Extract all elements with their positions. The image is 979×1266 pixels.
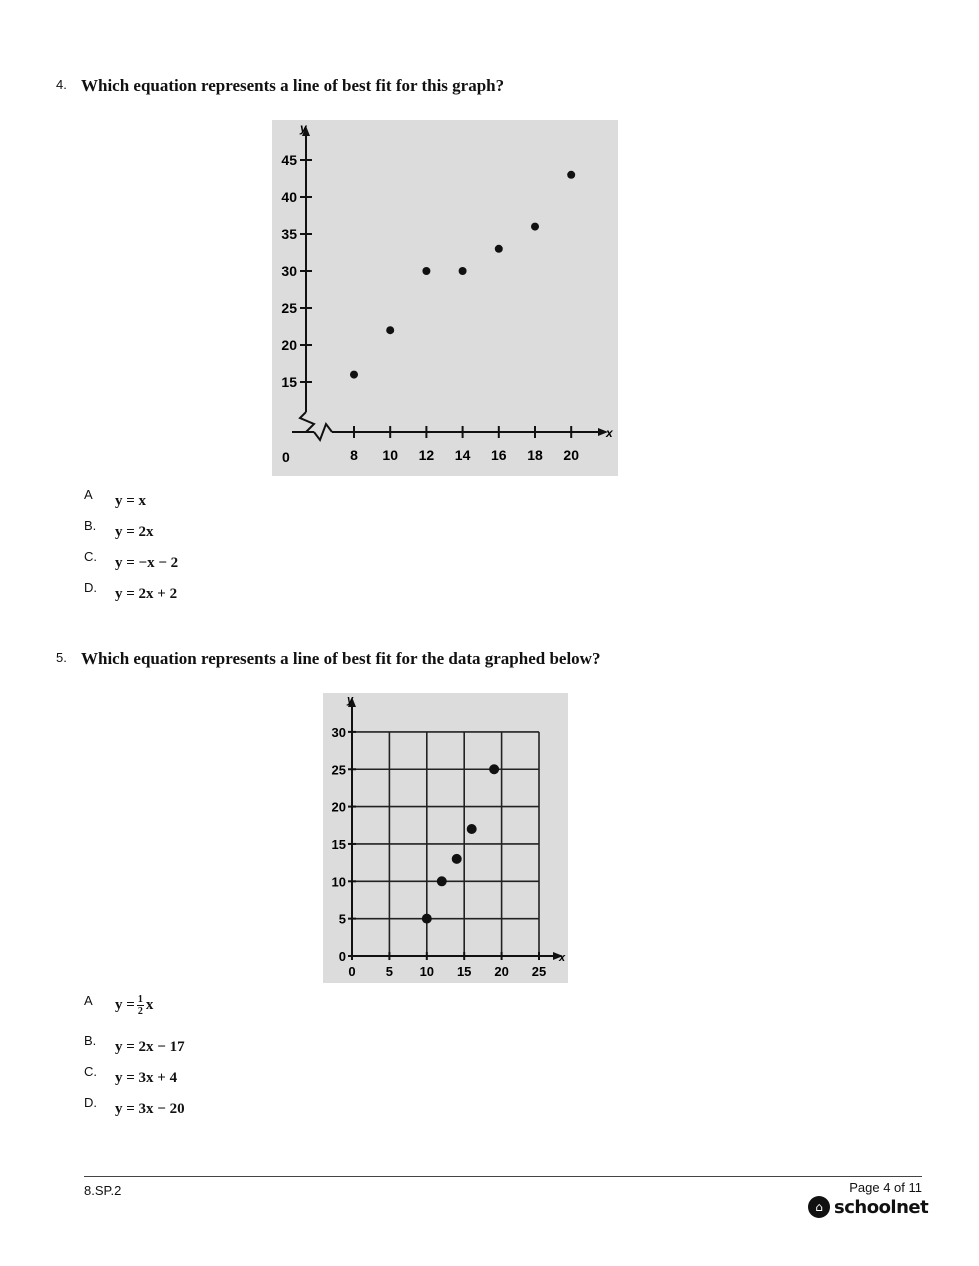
data-point [467,824,477,834]
x-tick-label: 12 [418,447,435,463]
choice-letter: D. [84,580,97,595]
data-point [495,245,503,253]
y-tick-label: 25 [281,300,297,316]
y-tick-label: 30 [331,724,346,740]
data-point [386,326,394,334]
y-tick-label: 5 [338,911,346,927]
data-point [452,854,462,864]
fraction-numerator: 1 [137,994,143,1005]
y-tick-label: 45 [281,152,297,168]
data-point [489,764,499,774]
y-tick-label: 25 [331,762,346,778]
page-number: Page 4 of 11 [849,1180,922,1195]
brand-name: schoolnet [834,1196,929,1218]
choice-a-q5[interactable] [115,994,153,1017]
y-tick-label: 15 [331,836,346,852]
x-tick-label: 15 [456,964,472,979]
y-tick-label: 15 [281,374,297,390]
y-tick-label: 20 [281,337,297,353]
question-number: 5. [56,650,67,665]
data-point [350,371,358,379]
scatter-chart-q4 [272,120,618,476]
x-tick-label: 0 [348,964,356,979]
choice-c-q4[interactable]: y = −x − 2 [115,555,179,571]
choice-eq-suffix: x [145,997,154,1013]
x-tick-label: 16 [491,447,507,463]
x-tick-label: 10 [382,447,398,463]
choice-eq-prefix: y = [115,997,135,1013]
x-tick-label: 5 [385,964,394,979]
choice-letter: C. [84,549,97,564]
x-tick-label: 10 [419,964,435,979]
x-tick-label: 14 [454,447,471,463]
choice-letter: D. [84,1095,97,1110]
x-axis-label: x [606,426,613,440]
choice-d-q5[interactable]: y = 3x − 20 [115,1101,185,1117]
x-axis-label: x [559,952,566,964]
question-text: Which equation represents a line of best fit for the data graphed below? [81,649,601,668]
y-tick-label: 40 [281,189,297,205]
choice-c-q5[interactable]: y = 3x + 4 [115,1070,178,1086]
choice-a-q4[interactable]: y = x [115,493,147,509]
data-point [422,267,430,275]
choice-d-q4[interactable]: y = 2x + 2 [115,586,178,602]
y-tick-label: 10 [331,874,346,890]
fraction-denominator: 2 [137,1006,143,1017]
choice-b-q4[interactable]: y = 2x [115,524,154,540]
question-text: Which equation represents a line of best fit for this graph? [81,76,505,95]
choice-letter: A [84,993,93,1008]
origin-label: 0 [282,449,290,465]
choice-letter: B. [84,1033,97,1048]
data-point [459,267,467,275]
x-tick-label: 20 [494,964,509,979]
choice-letter: B. [84,518,97,533]
standard-code: 8.SP.2 [84,1183,122,1198]
x-tick-label: 20 [563,447,579,463]
y-tick-label: 35 [281,226,297,242]
y-tick-label: 0 [338,949,346,964]
y-tick-label: 30 [281,263,297,279]
data-point [567,171,575,179]
scatter-chart-q5 [323,693,568,983]
choice-b-q5[interactable]: y = 2x − 17 [115,1039,185,1055]
x-tick-label: 8 [350,447,358,463]
x-tick-label: 18 [527,447,543,463]
choice-letter: A [84,487,93,502]
choice-letter: C. [84,1064,97,1079]
brand-logo [808,1196,928,1218]
data-point [422,914,432,924]
y-axis-label: y [300,121,307,135]
data-point [437,876,447,886]
footer-divider [84,1176,922,1177]
y-tick-label: 20 [331,799,346,815]
question-number: 4. [56,77,67,92]
fraction [137,994,144,1017]
x-tick-label: 25 [531,964,547,979]
data-point [531,223,539,231]
house-icon: ⌂ [808,1196,830,1218]
y-axis-label: y [347,694,354,706]
